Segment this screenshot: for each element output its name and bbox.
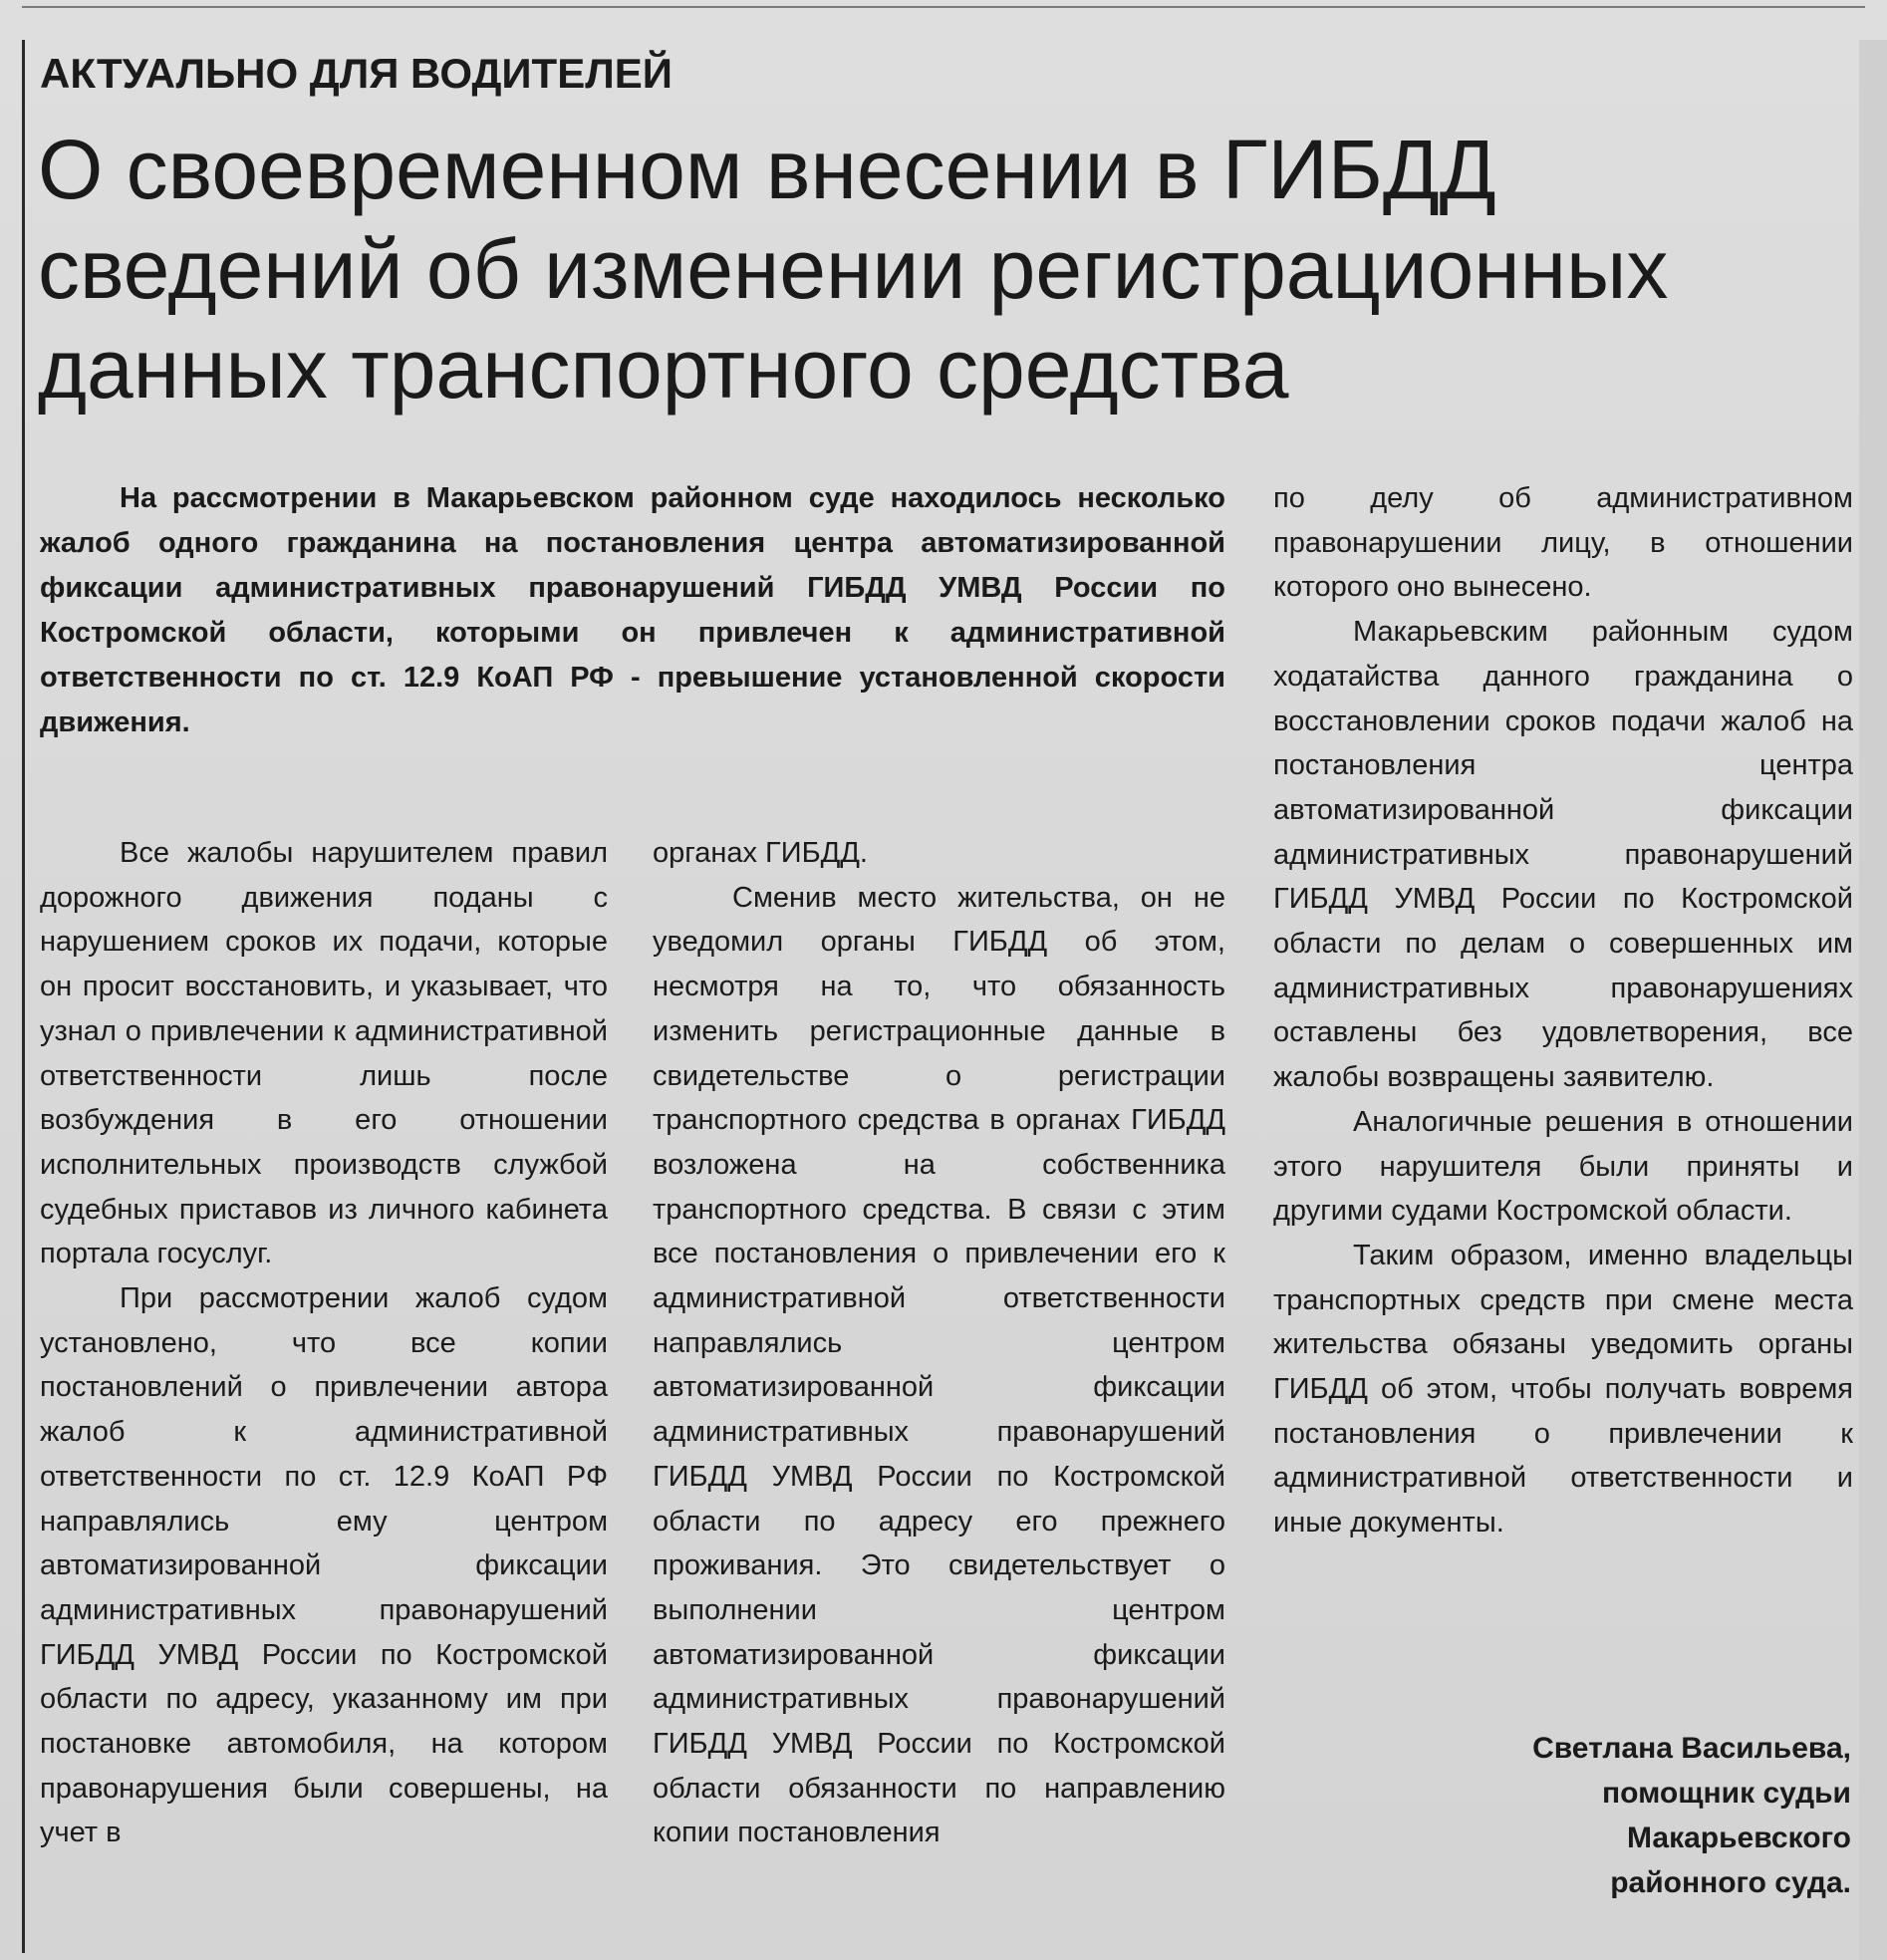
lead-paragraph: На рассмотрении в Макарьевском районном суде находилось несколько жалоб одного гражданина на постановления центра автоматизированной фиксации административных правонарушений ГИБДД УМВД России по Костромской области, которыми он привлечен к административной ответственности по ст. 12.9 КоАП РФ - превышение установленной скорости движения. <box>40 482 1225 738</box>
text-column-3 <box>1273 476 1853 1545</box>
author-court-type: районного суда. <box>1610 1866 1851 1899</box>
author-signature <box>1273 1726 1851 1905</box>
rubric-label: АКТУАЛЬНО ДЛЯ ВОДИТЕЛЕЙ <box>40 50 673 97</box>
paragraph: по делу об административном правонарушении лицу, в отношении которого оно вынесено. <box>1273 482 1853 604</box>
author-court: Макарьевского <box>1627 1821 1851 1854</box>
paragraph: Таким образом, именно владельцы транспортных средств при смене места жительства обязаны уведомить органы ГИБДД об этом, чтобы получать вовремя постановления о привлечении к административной ответственности и иные документы. <box>1273 1239 1853 1540</box>
paragraph: Сменив место жительства, он не уведомил органы ГИБДД об этом, несмотря на то, что обязанность изменить регистрационные данные в свидетельстве о регистрации транспортного средства в органах ГИБДД возложена на собственника транспортного средства. В связи с этим все постановления о привлечении его к административной ответственности направлялись центром автоматизированной фиксации административных правонарушений ГИБДД УМВД России по Костромской области по адресу его прежнего проживания. Это свидетельствует о выполнении центром автоматизированной фиксации административных правонарушений ГИБДД УМВД России по Костромской области обязанности по направлению копии постановления <box>653 881 1225 1849</box>
paragraph: Макарьевским районным судом ходатайства данного гражданина о восстановлении сроков подачи жалоб на постановления центра автоматизированной фиксации административных правонарушений ГИБДД УМВД России по Костромской области по делам о совершенных им административных правонарушениях оставлены без удовлетворения, все жалобы возвращены заявителю. <box>1273 616 1853 1094</box>
paragraph: Все жалобы нарушителем правил дорожного движения поданы с нарушением сроков их подачи, которые он просит восстановить, и указывает, что узнал о привлечении к административной ответственности лишь после возбуждения в его отношении исполнительных производств службой судебных приставов из личного кабинета портала госуслуг. <box>40 837 608 1270</box>
top-rule <box>22 6 1865 8</box>
article-headline: О своевременном внесении в ГИБДД сведений об изменении регистрационных данных транспортного средства <box>38 123 1669 416</box>
paragraph: органах ГИБДД. <box>653 837 868 869</box>
text-column-2 <box>653 831 1225 1855</box>
paragraph: Аналогичные решения в отношении этого нарушителя были приняты и другими судами Костромской области. <box>1273 1105 1853 1228</box>
adjacent-page-strip <box>1859 40 1887 1960</box>
paragraph: При рассмотрении жалоб судом установлено, что все копии постановлений о привлечении автора жалоб к административной ответственности по ст. 12.9 КоАП РФ направлялись ему центром автоматизированной фиксации административных правонарушений ГИБДД УМВД России по Костромской области по адресу, указанному им при постановке автомобиля, на котором правонарушения были совершены, на учет в <box>40 1282 608 1849</box>
left-column-rule <box>22 40 25 1953</box>
article-lead <box>40 476 1225 745</box>
author-name: Светлана Васильева, <box>1532 1732 1851 1765</box>
author-position: помощник судьи <box>1602 1777 1851 1810</box>
text-column-1 <box>40 831 608 1855</box>
